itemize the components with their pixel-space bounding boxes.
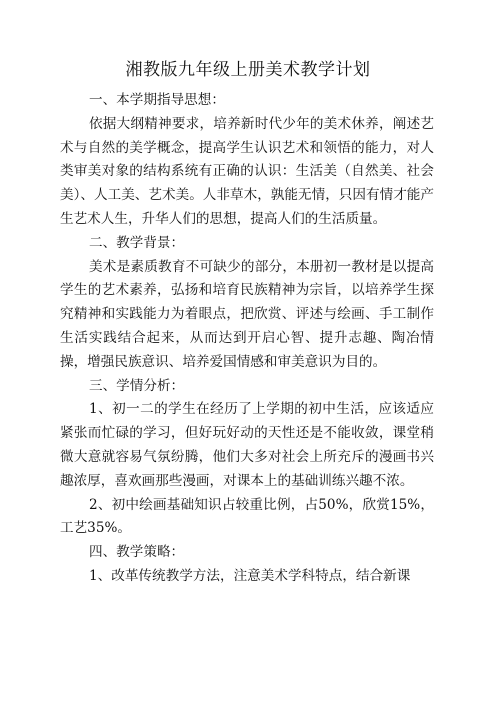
document-body [60,89,434,589]
section-4-paragraph-1: 1、改革传统教学方法，注意美术学科特点，结合新课 [89,567,411,584]
section-heading-4: 四、教学策略： [89,544,185,561]
section-heading-3: 三、学情分析： [89,377,185,394]
section-2-paragraph-1: 美术是素质教育不可缺少的部分，本册初一教材是以提高学生的艺术素养，弘扬和培育民族精神为宗旨，以培养学生探究精神和实践能力为着眼点，把欣赏、评述与绘画、手工制作生活实践结合起来，从而达到开启心智、提升志趣、陶冶情操，增强民族意识、培养爱国情感和审美意识为目的。 [60,258,434,370]
section-3-paragraph-2: 2、初中绘画基础知识占较重比例，占50%，欣赏15%，工艺35%。 [60,496,434,537]
section-heading-1: 一、本学期指导思想： [89,92,225,108]
section-1-paragraph-1: 依据大纲精神要求，培养新时代少年的美术休养，阐述艺术与自然的美学概念，提高学生认识艺术和领悟的能力，对人类审美对象的结构系统有正确的认识：生活美（自然美、社会美）、人工美、艺术美。人非草木，孰能无情，只因有情才能产生艺术人生，升华人们的思想，提高人们的生活质量。 [60,115,434,227]
section-3-paragraph-1: 1、初一二的学生在经历了上学期的初中生活，应该适应紧张而忙碌的学习，但好玩好动的天性还是不能收敛，课堂稍微大意就容易气氛纷腾，他们大多对社会上所充斥的漫画书兴趣浓厚，喜欢画那些漫画，对课本上的基础训练兴趣不浓。 [60,401,434,489]
section-heading-2: 二、教学背景： [89,234,185,251]
page-title: 湘教版九年级上册美术教学计划 [125,60,371,80]
